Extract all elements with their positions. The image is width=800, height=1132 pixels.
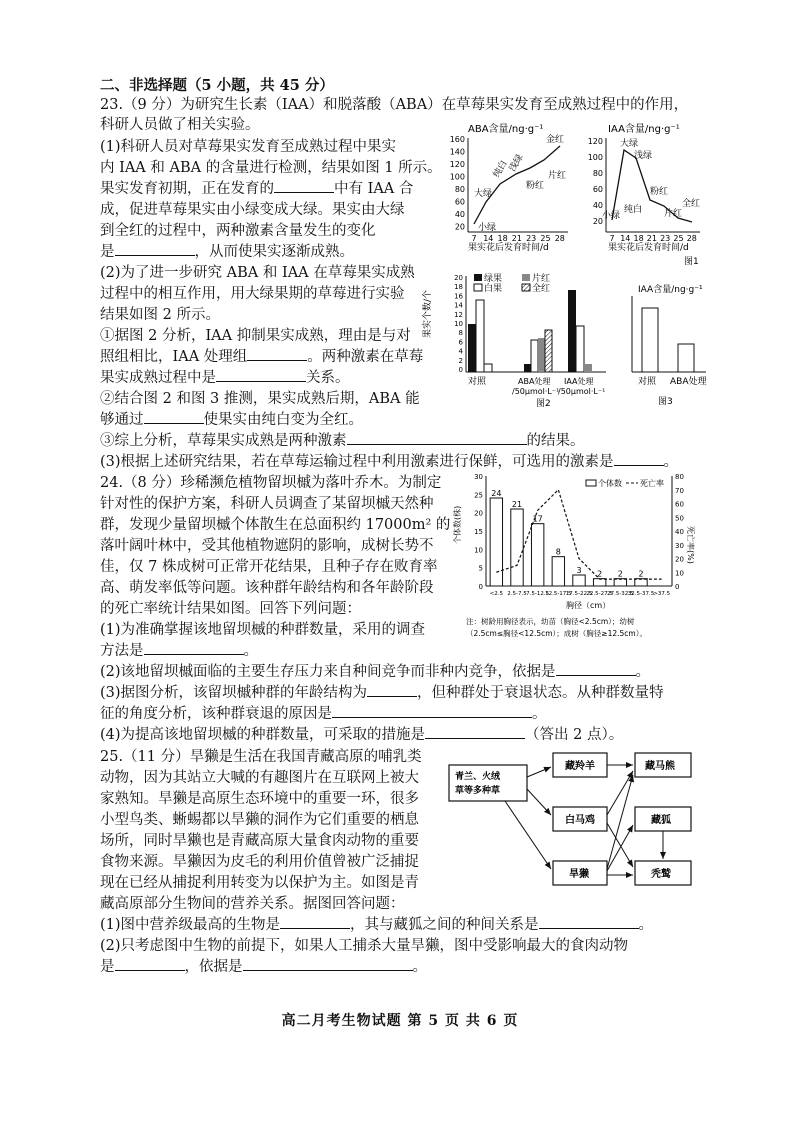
q23-line: 过程中的相互作用，用大绿果期的草莓进行实验	[100, 286, 405, 302]
q24-line: (2)该地留坝槭面临的主要生存压力来自种间竞争而非种内竞争，依据是 。	[100, 664, 651, 680]
bar-iaa-green	[568, 290, 576, 372]
q23-line: 到全红的过程中，两种激素含量发生的变化	[100, 223, 376, 239]
q24-line: 群，发现少量留坝槭个体散生在总面积约 17000m² 的	[100, 517, 451, 533]
aba-x-tick: 18	[497, 234, 508, 243]
answer-blank[interactable]	[216, 368, 306, 382]
legend-swatch-partial-red	[522, 274, 530, 281]
fig3-bar-aba	[678, 344, 694, 372]
iaa-x-tick: 28	[686, 234, 697, 243]
count-bar	[573, 575, 585, 586]
fig3-ylabel: IAA含量/ng·g⁻¹	[638, 285, 703, 295]
aba-y-tick: 80	[454, 185, 465, 194]
q24-line: 24.（8 分）珍稀濒危植物留坝槭为落叶乔木。为制定	[100, 475, 442, 491]
fig2-y-tick: 20	[454, 274, 463, 282]
iaa-x-tick: 7	[609, 234, 615, 243]
q24-line: (3)据图分析，该留坝槭种群的年龄结构为 ，但种群处于衰退状态。从种群数量特	[100, 685, 664, 701]
fig3-group-label: ABA处理	[670, 377, 707, 387]
fig4-left-tick: 25	[474, 491, 483, 500]
q24-line: (4)为提高该地留坝槭的种群数量，可采取的措施是 （答出 2 点）。	[100, 727, 624, 743]
legend-count-label: 个体数	[598, 479, 622, 488]
bar-control-white	[476, 300, 484, 372]
iaa-y-tick: 20	[592, 217, 603, 226]
iaa-stage-label: 片红	[664, 209, 683, 219]
node-marmot-label: 旱獭	[569, 869, 589, 880]
iaa-x-tick: 21	[646, 234, 657, 243]
bar-aba-green	[524, 364, 531, 372]
aba-x-tick-labels	[471, 234, 564, 243]
food-web-diagram	[445, 745, 700, 895]
legend-death-label: 死亡率	[640, 479, 664, 488]
answer-blank[interactable]	[332, 704, 532, 718]
fig4-right-tick: 80	[675, 473, 684, 481]
q25-line: (2)只考虑图中生物的前提下，如果人工捕杀大量旱獭，图中受影响最大的食肉动物	[100, 938, 629, 954]
aba-y-tick: 140	[449, 147, 465, 157]
legend-swatch-count	[586, 480, 596, 486]
aba-x-tick: 25	[540, 234, 551, 243]
aba-stage-label: 金红	[546, 135, 565, 145]
q23-line: 果实发育初期，正在发育的 中有 IAA 合	[100, 181, 414, 197]
answer-blank[interactable]	[539, 915, 639, 929]
iaa-y-tick-labels	[588, 137, 603, 226]
aba-x-tick: 14	[483, 234, 494, 243]
iaa-x-tick: 25	[673, 234, 684, 243]
legend-swatch-green	[474, 274, 482, 281]
fig2-ylabel: 果实个数/个	[423, 289, 433, 338]
legend-swatch-full-red	[522, 284, 530, 291]
q24-line: (1)为准确掌握该地留坝槭的种群数量，采用的调查	[100, 622, 426, 638]
legend-label: 全红	[532, 284, 551, 294]
population-chart	[453, 466, 698, 638]
q23-line: 科研人员做了相关实验。	[100, 117, 260, 133]
aba-y-tick: 100	[449, 172, 465, 182]
aba-y-tick: 160	[449, 135, 465, 144]
iaa-stage-label: 浅绿	[634, 151, 653, 161]
answer-blank[interactable]	[425, 725, 525, 739]
q25-line: (1)图中营养级最高的生物是 ，其与藏狐之间的种间关系是 。	[100, 917, 654, 933]
iaa-y-tick: 80	[592, 169, 603, 178]
arrow	[505, 801, 551, 869]
node-fox-label: 藏狐	[651, 815, 671, 826]
aba-stage-label: 小绿	[478, 223, 497, 233]
q25-line: 藏高原部分生物间的营养关系。据图回答问题：	[100, 896, 405, 912]
answer-blank[interactable]	[280, 915, 350, 929]
q23-line: ②结合图 2 和图 3 推测，果实成熟后期，ABA 能	[100, 391, 420, 407]
count-bar	[635, 579, 647, 586]
fig2-group-label: IAA处理	[564, 377, 594, 386]
q24-line: 落叶阔叶林中，受其他植物遮阴的影响，成树长势不	[100, 538, 434, 554]
fig4-x-tick: <2.5	[489, 591, 504, 597]
aba-y-tick-labels	[450, 135, 465, 232]
aba-stage-label: 粉红	[526, 181, 545, 191]
legend-label: 片红	[532, 274, 551, 284]
fig4-right-tick: 50	[675, 514, 684, 523]
iaa-xlabel: 果实花后发育时间/d	[608, 243, 689, 253]
figure-caption: 图2	[536, 399, 551, 409]
figure-1	[438, 120, 708, 265]
q23-line: ③综上分析，草莓果实成熟是两种激素 的结果。	[100, 433, 585, 449]
bar-aba-full	[545, 330, 552, 372]
fig4-left-tick: 0	[478, 583, 483, 591]
q23-line: 结果如图 2 所示。	[100, 307, 220, 323]
fig4-x-tick: 17.5-22.5	[565, 591, 593, 597]
aba-ylabel: ABA含量/ng·g⁻¹	[468, 124, 544, 135]
node-bear-label: 藏马熊	[645, 761, 675, 772]
fig4-left-tick: 5	[478, 564, 483, 573]
q23-line: (1)科研人员对草莓果实发育至成熟过程中果实	[100, 139, 397, 155]
iaa-y-tick: 120	[587, 137, 603, 146]
q25-line: 动物，因为其站立大喊的有趣图片在互联网上被大	[100, 770, 419, 786]
legend-swatch-white	[474, 284, 482, 291]
aba-x-tick: 23	[526, 234, 537, 243]
aba-y-tick: 40	[454, 210, 465, 219]
fig4-note: （2.5cm≤胸径<12.5cm）；成树（胸径≥12.5cm）。	[466, 629, 647, 638]
q24-line: 高、萌发率低等问题。该种群年龄结构和各年龄阶段	[100, 580, 434, 596]
q23-line: 是 ，从而使果实逐渐成熟。	[100, 244, 354, 260]
fig4-ylabel-right: 死亡率(%)	[686, 526, 695, 564]
fig4-x-tick: 7.5-12.5	[526, 591, 550, 597]
q23-line: 照组相比，IAA 处理组 。两种激素在草莓	[100, 349, 424, 365]
fig4-right-tick: 10	[675, 569, 684, 578]
node-chicken-label: 白马鸡	[565, 815, 595, 826]
count-bar	[552, 557, 564, 586]
fig4-bars	[490, 498, 647, 586]
arrow	[607, 775, 633, 869]
fig4-right-tick: 20	[675, 555, 684, 564]
arrow	[527, 767, 551, 777]
figure-caption: 图1	[684, 257, 699, 267]
iaa-y-tick: 40	[592, 201, 603, 210]
aba-xlabel: 果实花后发育时间/d	[468, 243, 549, 253]
fig2-group-label: /50μmol·L⁻¹	[512, 387, 560, 396]
iaa-x-tick: 18	[633, 234, 644, 243]
aba-x-tick: 7	[471, 234, 477, 243]
fig2-y-tick: 18	[454, 283, 463, 292]
fig4-x-tick: 27.5-32.5	[607, 591, 634, 597]
fig4-x-tick: 12.5-17.5	[545, 591, 572, 597]
iaa-stage-label: 小绿	[602, 211, 621, 221]
arrow	[527, 789, 551, 815]
count-bar	[531, 524, 543, 586]
fig3-group-label: 对照	[638, 377, 657, 387]
q23-line: 23.（9 分）为研究生长素（IAA）和脱落酸（ABA）在草莓果实发育至成熟过程中的作用，	[100, 97, 689, 113]
answer-blank[interactable]	[247, 347, 307, 361]
fig2-y-tick: 0	[458, 366, 463, 374]
q23-line: 够通过 使果实由纯白变为全红。	[100, 412, 363, 428]
iaa-ylabel: IAA含量/ng·g⁻¹	[608, 124, 680, 135]
fig2-group-label: /50μmol·L⁻¹	[558, 387, 606, 396]
q24-line: 针对性的保护方案，科研人员调查了某留坝槭天然种	[100, 496, 434, 512]
answer-blank[interactable]	[144, 410, 204, 424]
q24-line: 佳，仅 7 株成树可正常开花结果，且种子存在败育率	[100, 559, 438, 575]
q23-line: (3)根据上述研究结果，若在草莓运输过程中利用激素进行保鲜，可选用的激素是 。	[100, 454, 679, 470]
fig4-right-tick-labels	[675, 473, 684, 591]
aba-stage-label: 纯白	[491, 158, 510, 180]
arrow	[607, 771, 633, 815]
q23-line: 成，促进草莓果实由小绿变成大绿。果实由大绿	[100, 202, 405, 218]
bar-control-green	[468, 324, 476, 372]
iaa-y-tick: 100	[587, 153, 603, 162]
fig4-x-tick: >37.5	[653, 591, 671, 597]
fig2-y-tick: 6	[458, 338, 463, 347]
answer-blank[interactable]	[243, 957, 413, 971]
aba-x-tick: 28	[554, 234, 565, 243]
q23-line: ①据图 2 分析，IAA 抑制果实成熟，理由是与对	[100, 328, 411, 344]
q25-line: 现在已经从捕捉利用转变为以保护为主。如图是青	[100, 875, 419, 891]
page-footer: 高二月考生物试题 第 5 页 共 6 页	[281, 1013, 519, 1029]
q25-line: 25.（11 分）旱獭是生活在我国青藏高原的哺乳类	[100, 749, 422, 765]
fig2-y-tick: 10	[454, 320, 463, 328]
iaa-stage-label: 大绿	[620, 139, 639, 149]
fig4-left-tick-labels	[474, 473, 483, 591]
fig4-x-tick: 2.5-7.5	[507, 591, 527, 597]
count-bar	[511, 509, 523, 586]
bar-control-partial	[484, 364, 492, 372]
fig2-y-tick: 2	[458, 356, 463, 365]
aba-x-tick: 21	[511, 234, 522, 243]
q24-line: 的死亡率统计结果如图。回答下列问题：	[100, 601, 361, 617]
fig4-right-tick: 70	[675, 486, 684, 495]
fig4-left-tick: 30	[474, 473, 483, 481]
answer-blank[interactable]	[144, 641, 244, 655]
figure-caption: 图3	[658, 397, 673, 407]
q23-line: 内 IAA 和 ABA 的含量进行检测，结果如图 1 所示。	[100, 160, 442, 176]
fig4-right-tick: 60	[675, 500, 684, 509]
bar-aba-white	[531, 340, 538, 372]
q24-line: 征的角度分析，该种群衰退的原因是 。	[100, 706, 547, 722]
fig4-left-tick: 10	[474, 546, 483, 555]
section-title: 二、非选择题（5 小题，共 45 分）	[100, 77, 334, 94]
q25-line: 食物来源。旱獭因为皮毛的利用价值曾被广泛捕捉	[100, 854, 419, 870]
q25-line: 场所，同时旱獭也是青藏高原大量食肉动物的重要	[100, 833, 419, 849]
node-vulture-label: 秃鹫	[651, 869, 671, 880]
q25-line: 是 ，依据是 。	[100, 959, 427, 975]
count-bar-label: 2	[597, 569, 603, 579]
node-producer-label: 草等多种草	[455, 786, 501, 796]
q25-line: 家熟知。旱獭是高原生态环境中的重要一环，很多	[100, 791, 419, 807]
arrow	[607, 823, 633, 867]
fig4-right-tick: 40	[675, 528, 684, 536]
fig4-ylabel-left: 个体数(株)	[453, 505, 462, 544]
count-bar-label: 21	[511, 500, 523, 509]
fig4-note: 注：树龄用胸径表示，幼苗（胸径<2.5cm）；幼树	[466, 617, 635, 626]
fig2-y-tick: 16	[454, 292, 463, 301]
fig4-left-tick: 20	[474, 509, 483, 518]
bar-iaa-partial	[584, 364, 592, 372]
fig3-bar-control	[642, 308, 658, 372]
aba-y-tick: 60	[454, 197, 465, 207]
iaa-x-tick: 14	[620, 234, 631, 243]
answer-blank[interactable]	[367, 683, 417, 697]
answer-blank[interactable]	[115, 957, 185, 971]
iaa-stage-label: 粉红	[650, 187, 669, 197]
answer-blank[interactable]	[614, 452, 664, 466]
count-bar-label: 2	[638, 569, 644, 579]
q25-line: 小型鸟类、蜥蜴都以旱獭的洞作为它们重要的栖息	[100, 812, 419, 828]
fig2-y-tick: 14	[454, 301, 463, 310]
arrow	[607, 825, 633, 871]
aba-y-tick: 120	[449, 160, 465, 169]
q24-line: 方法是 。	[100, 643, 258, 659]
iaa-y-tick: 60	[592, 185, 603, 194]
count-bar-label: 2	[617, 569, 623, 579]
count-bar	[490, 498, 502, 586]
fig4-left-tick: 15	[474, 528, 483, 536]
aba-stage-label: 片红	[548, 171, 567, 181]
legend-label: 白果	[484, 284, 503, 294]
iaa-stage-label: 全红	[682, 199, 701, 209]
fig4-x-tick: 32.5-37.5	[627, 591, 655, 597]
figure-3	[618, 282, 708, 407]
q23-line: (2)为了进一步研究 ABA 和 IAA 在草莓果实成熟	[100, 265, 415, 281]
count-bar	[593, 579, 605, 586]
fig4-xlabel: 胸径（cm）	[566, 601, 611, 610]
q23-line: 果实成熟过程中是 关系。	[100, 370, 350, 386]
fig2-group-label: ABA处理	[518, 377, 551, 386]
answer-blank[interactable]	[115, 242, 195, 256]
aba-y-tick: 20	[454, 222, 465, 232]
fig2-group-label: 对照	[468, 377, 487, 387]
fig4-right-tick: 30	[675, 541, 684, 550]
count-bar-label: 17	[532, 514, 543, 524]
count-bar-label: 8	[555, 547, 561, 557]
answer-blank[interactable]	[556, 662, 636, 676]
fig4-right-tick: 0	[675, 583, 680, 591]
count-bar-label: 24	[491, 489, 502, 498]
fig2-y-tick: 12	[454, 310, 463, 319]
node-producer-label: 青兰、火绒	[455, 772, 501, 782]
iaa-stage-label: 纯白	[624, 205, 643, 215]
bar-iaa-white	[576, 326, 584, 372]
node-antelope-label: 藏羚羊	[565, 761, 595, 772]
answer-blank[interactable]	[274, 179, 334, 193]
fig2-y-tick: 8	[458, 329, 463, 338]
bar-aba-partial	[538, 338, 545, 372]
iaa-x-tick: 23	[660, 234, 671, 243]
aba-stage-label: 大绿	[474, 189, 493, 199]
fig2-y-tick: 4	[458, 347, 463, 356]
answer-blank[interactable]	[347, 431, 527, 445]
fig2-y-tick-labels	[454, 274, 463, 374]
aba-stage-label: 浅绿	[507, 152, 526, 174]
legend-label: 绿果	[484, 274, 503, 284]
count-bar	[614, 579, 626, 586]
iaa-x-tick-labels	[609, 234, 696, 243]
figure-2	[423, 268, 610, 409]
fig4-x-tick: 22.5-27.5	[586, 591, 613, 597]
count-bar-label: 3	[576, 566, 582, 575]
